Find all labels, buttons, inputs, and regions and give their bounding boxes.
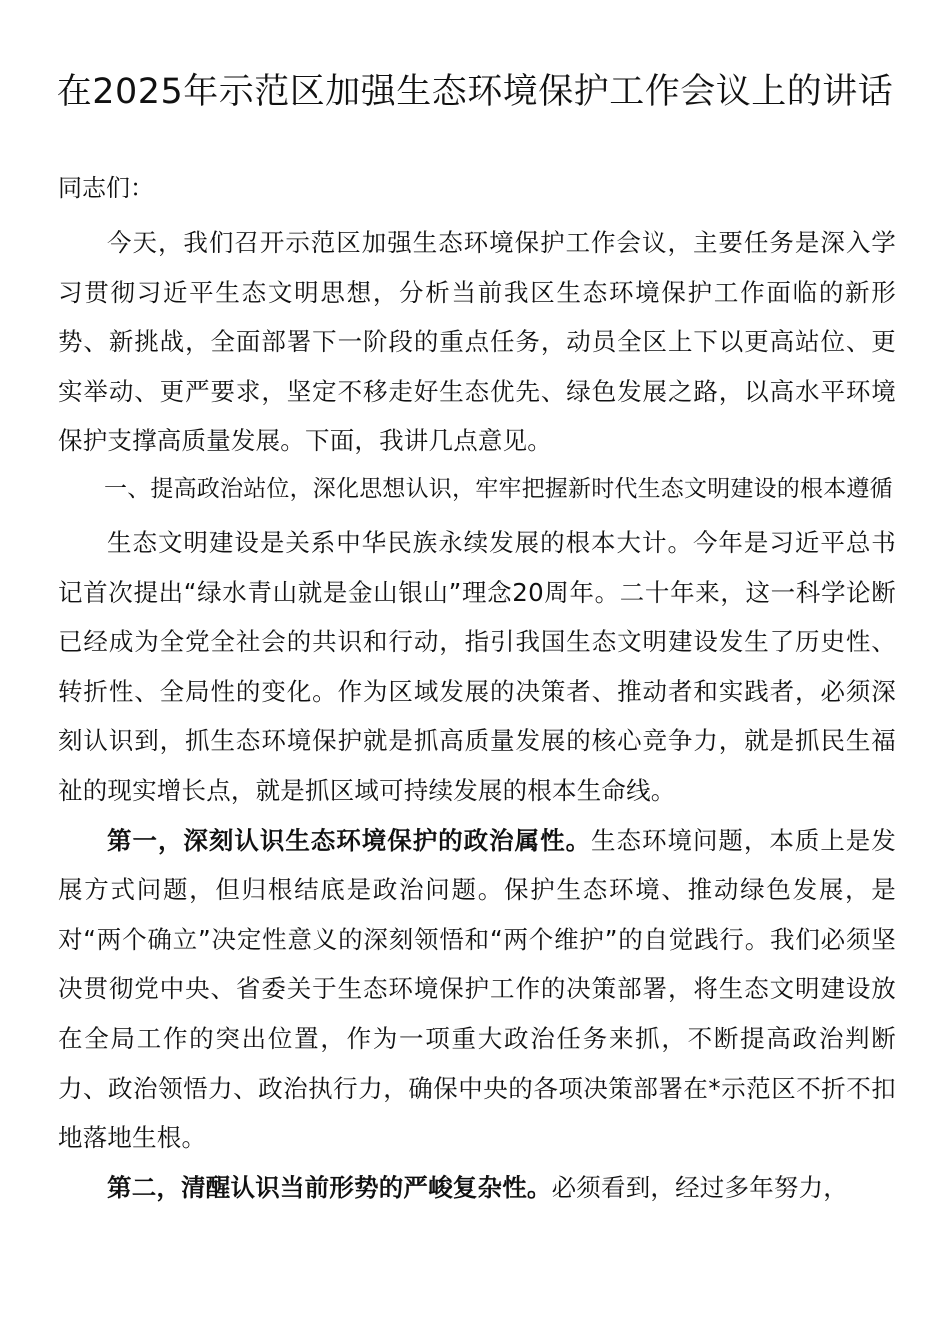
greeting: 同志们： [58,174,154,202]
paragraph-text: 生态文明建设是关系中华民族永续发展的根本大计。今年是习近平总书记首次提出“绿水青山就是金山银山”理念20周年。二十年来，这一科学论断已经成为全党全社会的共识和行动，指引我国生态文明建设发生了历史性、转折性、全局性的变化。作为区域发展的决策者、推动者和实践者，必须深刻认识到，抓生态环境保护就是抓高质量发展的核心竞争力，就是抓民生福祉的现实增长点，就是抓区域可持续发展的根本生命线。 [58,527,896,805]
paragraph-text: 今天，我们召开示范区加强生态环境保护工作会议，主要任务是深入学习贯彻习近平生态文明思想，分析当前我区生态环境保护工作面临的新形势、新挑战，全面部署下一阶段的重点任务，动员全区上下以更高站位、更实举动、更严要求，坚定不移走好生态优先、绿色发展之路，以高水平环境保护支撑高质量发展。下面，我讲几点意见。 [58,228,896,456]
document-body [58,218,896,1212]
section-heading-1 [58,466,896,512]
paragraph-text: 必须看到，经过多年努力， [551,1172,849,1202]
paragraph-text: 生态环境问题，本质上是发展方式问题，但归根结底是政治问题。保护生态环境、推动绿色发展，是对“两个确立”决定性意义的深刻领悟和“两个维护”的自觉践行。我们必须坚决贯彻党中央、省委关于生态环境保护工作的决策部署，将生态文明建设放在全局工作的突出位置，作为一项重大政治任务来抓，不断提高政治判断力、政治领悟力、政治执行力，确保中央的各项决策部署在*示范区不折不扣地落地生根。 [58,825,896,1153]
paragraph-lead: 第一，深刻认识生态环境保护的政治属性。 [107,825,592,855]
section-heading-text: 一、提高政治站位，深化思想认识，牢牢把握新时代生态文明建设的根本遵循 [104,475,893,502]
paragraph-point-2 [58,1163,896,1213]
paragraph-point-1 [58,816,896,1163]
paragraph-section1-intro [58,518,896,816]
paragraph-lead: 第二，清醒认识当前形势的严峻复杂性。 [107,1172,552,1202]
document-title: 在2025年示范区加强生态环境保护工作会议上的讲话 [56,72,894,112]
paragraph-intro [58,218,896,466]
